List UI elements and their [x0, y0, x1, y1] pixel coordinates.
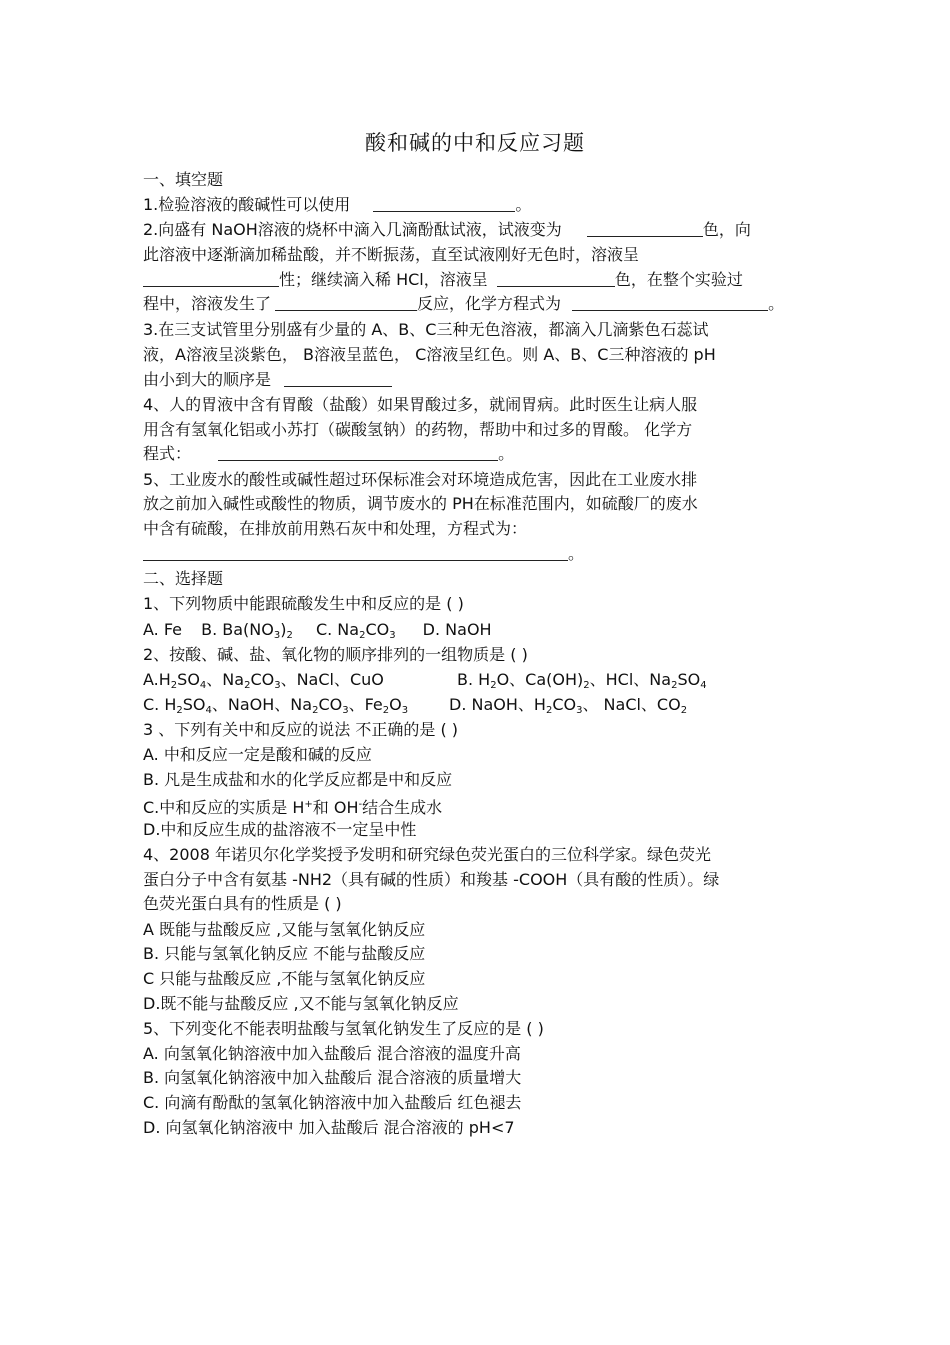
option-d[interactable]: D.既不能与盐酸反应 ,又不能与氢氧化钠反应	[143, 994, 459, 1013]
option-a[interactable]: A. 向氢氧化钠溶液中加入盐酸后 混合溶液的温度升高	[143, 1044, 521, 1063]
section-heading-multiple-choice: 二、选择题	[143, 569, 224, 588]
option-c[interactable]: C. $H_2SO_4$、NaOH、$Na_2CO_3$、$Fe_2O_3$	[143, 695, 409, 716]
question-2-1-stem: 1、下列物质中能跟硫酸发生中和反应的是 ( )	[143, 594, 464, 613]
question-2-4-line-2: 蛋白分子中含有氨基 -NH2（具有碱的性质）和羧基 -COOH（具有酸的性质）。绿	[143, 870, 720, 889]
answer-blank[interactable]	[143, 544, 568, 561]
question-1-2-line-1: 2.向盛有 NaOH溶液的烧杯中滴入几滴酚酞试液，试液变为 色，向	[143, 220, 751, 239]
option-b[interactable]: B. $Ba(NO_3)_2$	[201, 620, 293, 641]
question-1-3-line-3: 由小到大的顺序是	[143, 370, 392, 390]
question-1-2-line-4: 程中，溶液发生了 反应，化学方程式为 。	[143, 294, 785, 313]
question-1-2-line-2: 此溶液中逐渐滴加稀盐酸，并不断振荡，直至试液刚好无色时，溶液呈	[143, 245, 640, 264]
question-1-5-line-4: 。	[143, 544, 584, 564]
option-d[interactable]: D. NaOH	[422, 620, 492, 639]
question-1-5-line-1: 5、工业废水的酸性或碱性超过环保标准会对环境造成危害，因此在工业废水排	[143, 470, 698, 489]
question-1-4-line-1: 4、人的胃液中含有胃酸（盐酸）如果胃酸过多，就闹胃病。此时医生让病人服	[143, 395, 698, 414]
option-b[interactable]: B. 向氢氧化钠溶液中加入盐酸后 混合溶液的质量增大	[143, 1068, 522, 1087]
answer-blank[interactable]	[572, 294, 768, 311]
section-heading-fill-blank: 一、填空题	[143, 170, 224, 189]
option-a[interactable]: A 既能与盐酸反应 ,又能与氢氧化钠反应	[143, 920, 426, 939]
question-2-4-line-3: 色荧光蛋白具有的性质是 ( )	[143, 894, 342, 913]
option-d[interactable]: D.中和反应生成的盐溶液不一定呈中性	[143, 820, 417, 839]
question-1-5-line-2: 放之前加入碱性或酸性的物质，调节废水的 PH在标准范围内，如硫酸厂的废水	[143, 494, 698, 513]
option-b[interactable]: B. 凡是生成盐和水的化学反应都是中和反应	[143, 770, 453, 789]
page-title: 酸和碱的中和反应习题	[365, 131, 585, 155]
answer-blank[interactable]	[587, 220, 703, 237]
option-d[interactable]: D. 向氢氧化钠溶液中 加入盐酸后 混合溶液的 pH<7	[143, 1118, 515, 1137]
option-a[interactable]: $A.H_2SO_4$、$Na_2CO_3$、NaCl、CuO	[143, 670, 384, 691]
question-1-4-line-2: 用含有氢氧化铝或小苏打（碳酸氢钠）的药物，帮助中和过多的胃酸。 化学方	[143, 420, 693, 439]
question-1-2-line-3: 性；继续滴入稀 HCl，溶液呈 色，在整个实验过	[143, 270, 743, 290]
question-1-4-line-3: 程式： 。	[143, 444, 515, 463]
option-d[interactable]: D. NaOH、$H_2CO_3$、 NaCl、$CO_2$	[449, 695, 688, 716]
question-2-1-options	[143, 620, 492, 646]
question-2-2-options-cd	[143, 695, 688, 721]
answer-blank[interactable]	[275, 294, 417, 311]
question-2-3-stem: 3 、下列有关中和反应的说法 不正确的是 ( )	[143, 720, 459, 739]
question-1-5-line-3: 中含有硫酸，在排放前用熟石灰中和处理，方程式为：	[143, 519, 528, 538]
question-1-3-line-2: 液，A溶液呈淡紫色， B溶液呈蓝色， C溶液呈红色。则 A、B、C三种溶液的 pH	[143, 345, 716, 364]
option-b[interactable]: B. $H_2O$、$Ca(OH)_2$、HCl、$Na_2SO_4$	[457, 670, 707, 691]
option-c[interactable]: C 只能与盐酸反应 ,不能与氢氧化钠反应	[143, 969, 426, 988]
question-2-4-line-1: 4、2008 年诺贝尔化学奖授予发明和研究绿色荧光蛋白的三位科学家。绿色荧光	[143, 845, 711, 864]
option-b[interactable]: B. 只能与氢氧化钠反应 不能与盐酸反应	[143, 944, 426, 963]
option-c[interactable]: C. $Na_2CO_3$	[315, 620, 396, 641]
question-2-2-stem: 2、按酸、碱、盐、氧化物的顺序排列的一组物质是 ( )	[143, 645, 528, 664]
question-2-2-options-ab	[143, 670, 707, 696]
option-c[interactable]: C. 向滴有酚酞的氢氧化钠溶液中加入盐酸后 红色褪去	[143, 1093, 522, 1112]
answer-blank[interactable]	[143, 270, 279, 287]
question-2-5-stem: 5、下列变化不能表明盐酸与氢氧化钠发生了反应的是 ( )	[143, 1019, 544, 1038]
question-1-1: 1.检验溶液的酸碱性可以使用 。	[143, 195, 532, 214]
answer-blank[interactable]	[373, 195, 515, 212]
option-a[interactable]: A. 中和反应一定是酸和碱的反应	[143, 745, 372, 764]
question-1-3-line-1: 3.在三支试管里分别盛有少量的 A、B、C三种无色溶液，都滴入几滴紫色石蕊试	[143, 320, 709, 339]
answer-blank[interactable]	[497, 270, 615, 287]
answer-blank[interactable]	[284, 370, 392, 387]
option-c[interactable]: C.中和反应的实质是 H+和 OH-结合生成水	[143, 798, 443, 817]
answer-blank[interactable]	[218, 444, 498, 461]
option-a[interactable]: A. Fe	[143, 620, 183, 639]
